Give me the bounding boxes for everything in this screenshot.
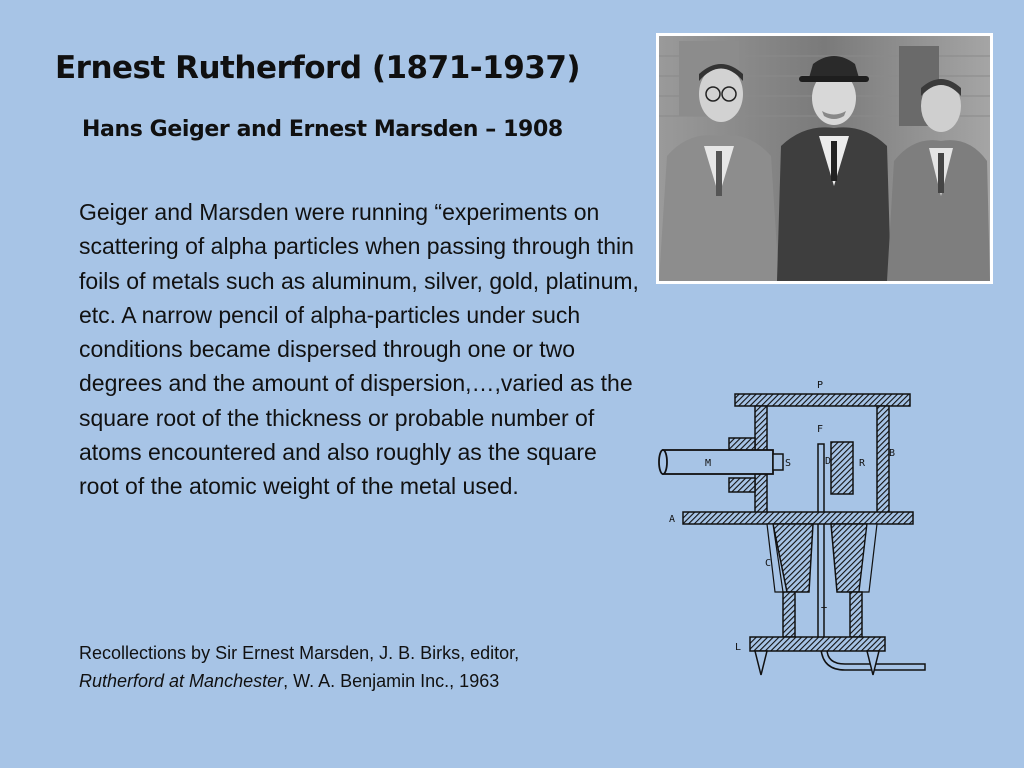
label-p: P [817, 380, 824, 391]
body-paragraph: Geiger and Marsden were running “experiments on scattering of alpha particles when passing through thin foils of metals such as aluminum, silver, gold, platinum, etc. A narrow pencil of alpha-particles under such conditions became dispersed through one or two degrees and the amount of dispersion,…,varied as the square root of the thickness or probable number of atoms encountered and also roughly as the square root of the atomic weight of the metal used. [79, 199, 639, 500]
citation-book-title: Rutherford at Manchester [79, 670, 284, 691]
chamber-right-wall [877, 406, 889, 516]
scattering-apparatus-diagram [655, 370, 935, 690]
base-plate [683, 512, 913, 524]
citation-suffix: , W. A. Benjamin Inc., 1963 [283, 670, 500, 691]
label-r: R [859, 458, 866, 469]
label-a: A [669, 514, 676, 525]
foil-holder [831, 442, 853, 494]
scientists-photo-image [659, 36, 990, 281]
label-s: S [785, 458, 792, 469]
slide-title: Ernest Rutherford (1871-1937) [55, 50, 581, 86]
label-f: F [817, 424, 824, 435]
label-d: D [825, 456, 832, 467]
microscope-tube [663, 450, 773, 474]
label-m: M [705, 458, 712, 469]
label-b: B [889, 448, 896, 459]
citation-prefix: Recollections by Sir Ernest Marsden, J. B. Birks, editor, [79, 643, 520, 663]
citation [79, 640, 579, 695]
source-tube [818, 444, 824, 649]
slide-subtitle: Hans Geiger and Ernest Marsden – 1908 [82, 117, 563, 142]
label-c: C [765, 558, 772, 569]
scientists-photo [656, 33, 993, 284]
top-plate [735, 394, 910, 406]
label-t: T [821, 606, 828, 617]
ground-base [750, 637, 885, 651]
label-l: L [735, 642, 742, 653]
